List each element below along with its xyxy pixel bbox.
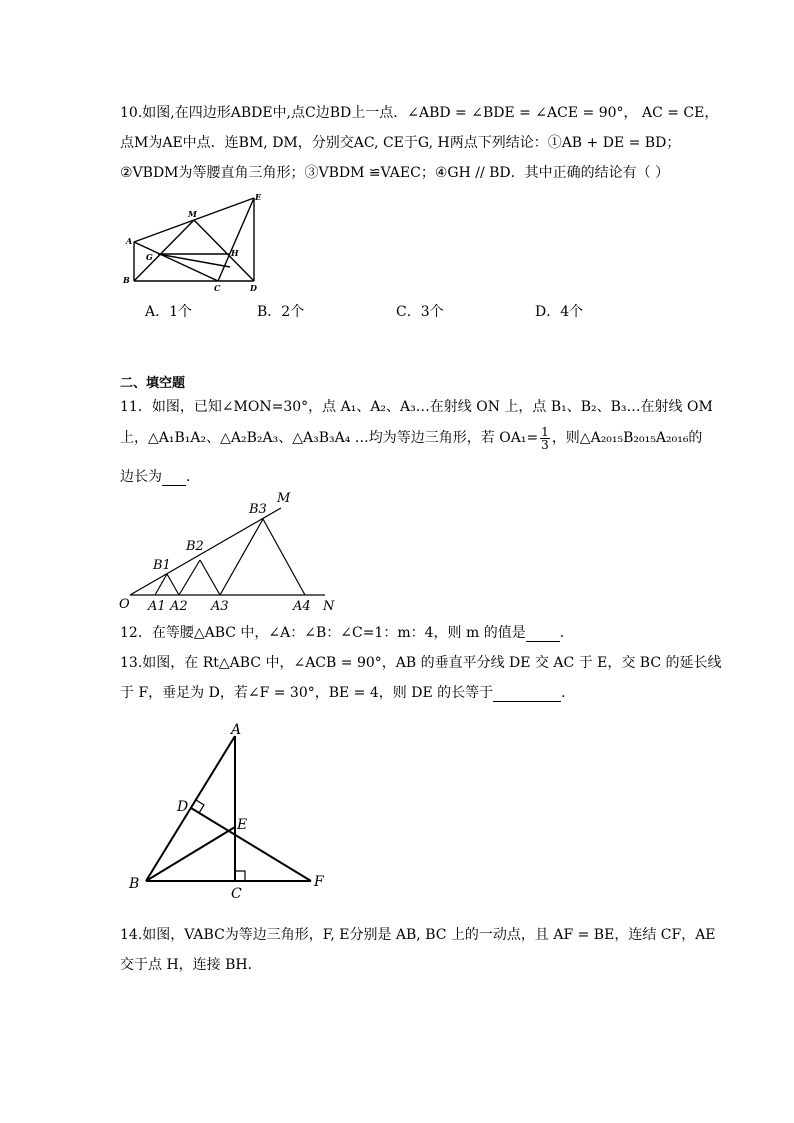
q11-label-b2: B2 bbox=[186, 539, 204, 554]
q13-label-c: C bbox=[231, 886, 242, 902]
q12-text: 12．在等腰△ABC 中，∠A：∠B：∠C=1：m：4，则 m 的值是 bbox=[120, 625, 526, 641]
q13-answer-blank bbox=[493, 687, 561, 702]
q13-line-1: 13.如图，在 Rt△ABC 中，∠ACB = 90°，AB 的垂直平分线 DE 交 AC 于 E，交 BC 的延长线 bbox=[120, 655, 722, 671]
q13-label-d: D bbox=[177, 799, 189, 815]
q13-figure bbox=[124, 716, 334, 902]
q10-label-b: B bbox=[123, 275, 130, 285]
q13-label-a: A bbox=[231, 722, 242, 738]
q13-line-2-suffix: . bbox=[561, 685, 566, 701]
q12-answer-blank bbox=[526, 627, 560, 642]
section-title: 二、填空题 bbox=[120, 376, 186, 391]
q10-label-a: A bbox=[126, 236, 133, 246]
q10-choice-d: D．4个 bbox=[535, 304, 584, 320]
q10-label-c: C bbox=[214, 283, 221, 293]
q11-label-m: M bbox=[277, 491, 291, 506]
q11-answer-blank bbox=[162, 471, 186, 486]
q11-figure bbox=[115, 488, 345, 616]
q14-line-2: 交于点 H，连接 BH． bbox=[120, 957, 262, 973]
q11-line-2-prefix: 上，△A₁B₁A₂、△A₂B₂A₃、△A₃B₃A₄ …均为等边三角形，若 OA₁= bbox=[120, 430, 539, 446]
q11-line-2-suffix: ，则△A₂₀₁₅B₂₀₁₅A₂₀₁₆的 bbox=[551, 430, 703, 446]
q13-label-b: B bbox=[129, 876, 140, 892]
q10-label-h: H bbox=[231, 248, 239, 258]
q10-line-2: 点M为AE中点．连BM, DM，分别交AC, CE于G, H两点下列结论：①AB + DE = BD； bbox=[120, 135, 681, 151]
q11-line-1: 11．如图，已知∠MON=30°，点 A₁、A₂、A₃…在射线 ON 上，点 B₁、B₂、B₃…在射线 OM bbox=[120, 399, 713, 415]
q11-label-a4: A4 bbox=[293, 599, 311, 614]
q11-label-a3: A3 bbox=[211, 599, 229, 614]
q11-label-a1: A1 bbox=[148, 599, 166, 614]
q11-line-2 bbox=[120, 424, 702, 452]
q10-choice-a: A．1个 bbox=[145, 304, 193, 320]
q11-label-b3: B3 bbox=[249, 502, 267, 517]
q10-line-1: 10.如图,在四边形ABDE中,点C边BD上一点．∠ABD = ∠BDE = ∠ACE = 90°， AC = CE， bbox=[120, 105, 719, 121]
q11-label-n: N bbox=[323, 599, 335, 614]
q10-choice-c: C．3个 bbox=[396, 304, 444, 320]
q12-suffix: ． bbox=[559, 625, 574, 641]
q10-line-3: ②VBDM为等腰直角三角形；③VBDM ≌VAEC；④GH // BD．其中正确的结论有（ ） bbox=[120, 165, 670, 181]
q12-line bbox=[120, 624, 574, 642]
q11-line-3-text: 边长为 bbox=[120, 469, 162, 485]
q13-line-2 bbox=[120, 684, 566, 702]
q11-line-3 bbox=[120, 468, 190, 486]
q14-line-1: 14.如图，VABC为等边三角形，F, E分别是 AB, BC 上的一动点，且 AF = BE，连结 CF，AE bbox=[120, 927, 716, 943]
q13-label-e: E bbox=[237, 817, 248, 833]
q11-label-o: O bbox=[119, 597, 130, 612]
q11-frac-den: 3 bbox=[541, 437, 549, 452]
q13-line-2-text: 于 F，垂足为 D，若∠F = 30°，BE = 4，则 DE 的长等于 bbox=[120, 685, 494, 701]
q11-frac-num: 1 bbox=[541, 424, 549, 439]
q11-line-3-end: . bbox=[186, 469, 191, 485]
q11-label-a2: A2 bbox=[170, 599, 188, 614]
q10-label-e: E bbox=[255, 192, 262, 202]
q13-label-f: F bbox=[314, 874, 324, 890]
q10-figure bbox=[118, 190, 268, 300]
q11-fraction bbox=[540, 426, 550, 451]
q11-label-b1: B1 bbox=[153, 558, 171, 573]
q10-choice-b: B．2个 bbox=[257, 304, 305, 320]
q10-label-m: M bbox=[188, 209, 197, 219]
q10-label-g: G bbox=[146, 252, 153, 262]
q10-label-d: D bbox=[250, 283, 257, 293]
